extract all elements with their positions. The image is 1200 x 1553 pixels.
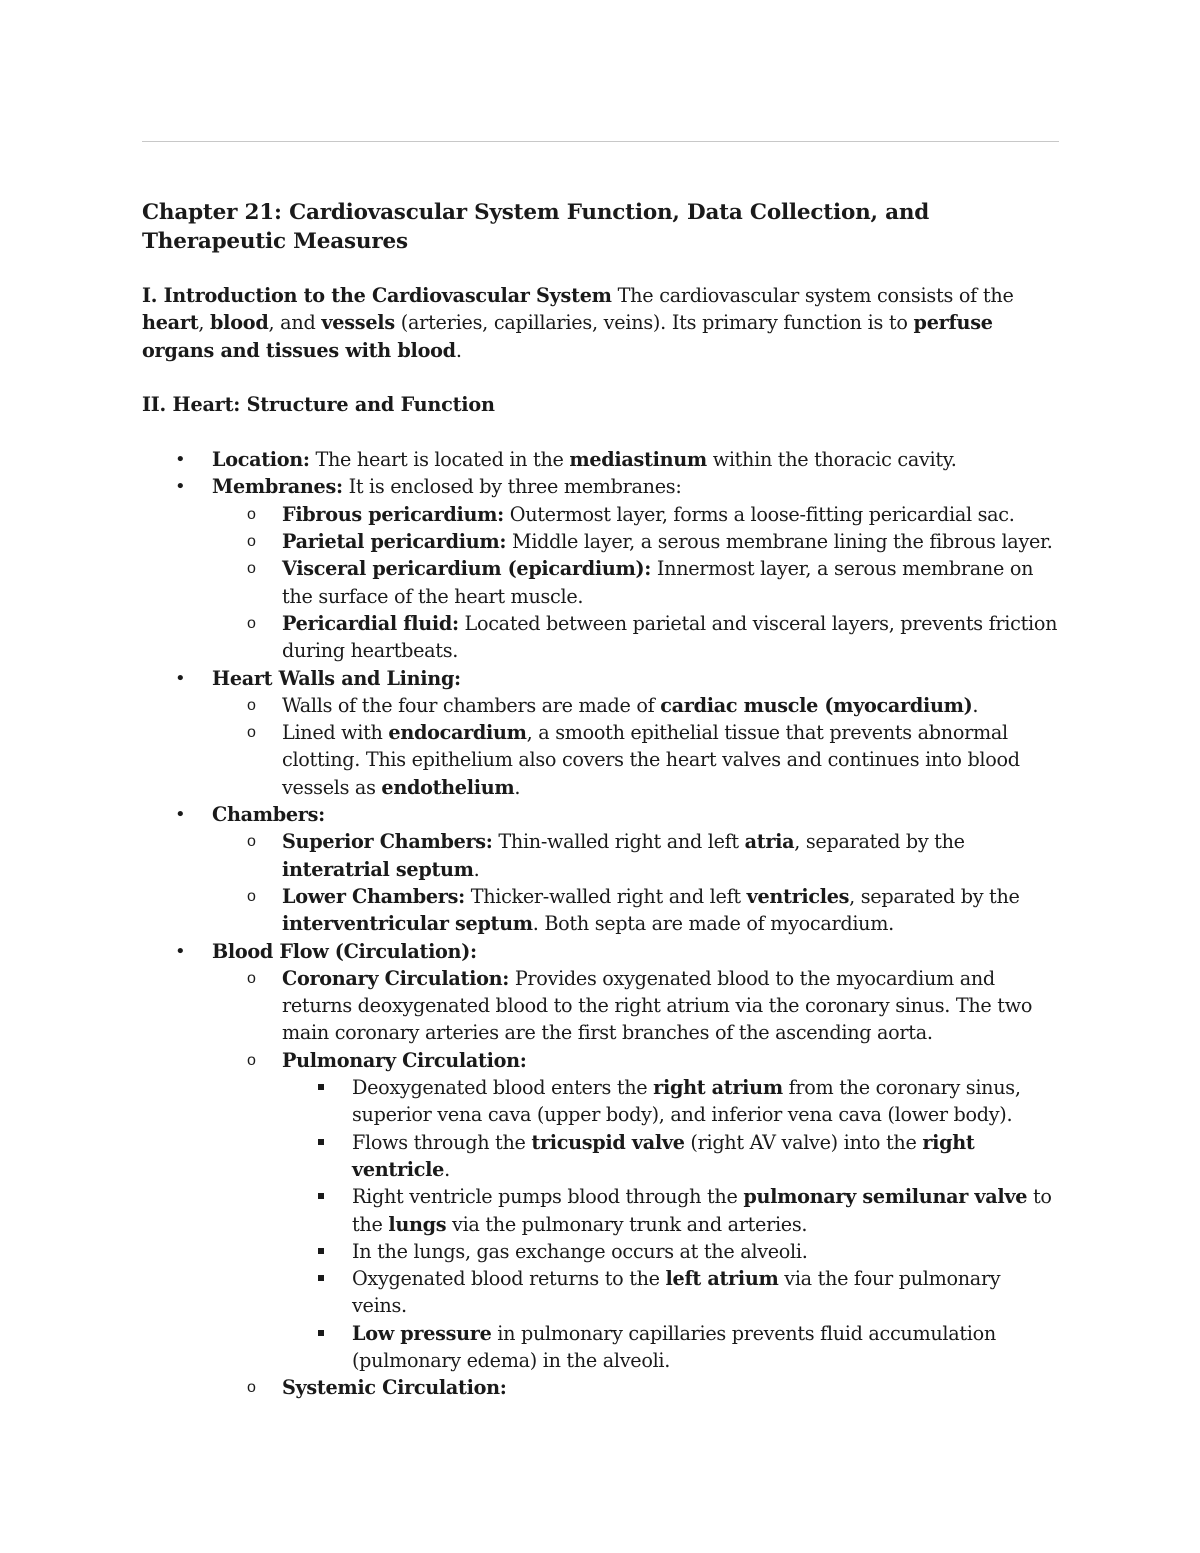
intro-bold-perfuse: perfuse organs and tissues with blood — [142, 311, 993, 362]
intro-text-1: The cardiovascular system consists of the — [611, 284, 1014, 307]
pericardial-fluid-label: Pericardial fluid: — [282, 611, 459, 635]
lining-text-3: . — [514, 775, 521, 799]
systemic-label: Systemic Circulation: — [282, 1376, 507, 1400]
lower-text-3: . Both septa are made of myocardium. — [532, 912, 894, 936]
walls-text-1: Walls of the four chambers are made of — [282, 693, 661, 717]
chambers-label: Chambers: — [212, 803, 325, 827]
lower-text-1: Thicker-walled right and left — [464, 884, 747, 908]
membranes-text: It is enclosed by three membranes: — [342, 475, 682, 499]
pulm-s6-bold: Low pressure — [352, 1321, 492, 1345]
list-item-walls-endocardium — [142, 719, 1059, 801]
sub-bullet-marker: o — [247, 833, 256, 851]
location-bold-mediastinum: mediastinum — [569, 448, 707, 472]
intro-paragraph — [142, 282, 1059, 364]
superior-text-3: . — [473, 857, 480, 881]
list-item-pulmonary-step-6 — [142, 1320, 1059, 1375]
list-item-walls-myocardium — [142, 692, 1059, 719]
superior-bold-septum: interatrial septum — [282, 857, 474, 881]
list-item-location — [142, 446, 1059, 473]
list-item-pulmonary-circulation — [142, 1047, 1059, 1375]
list-item-blood-flow — [142, 938, 1059, 1402]
square-bullet-icon — [318, 1084, 324, 1090]
visceral-text: Innermost layer, a serous membrane on the surface of the heart muscle. — [282, 557, 1034, 608]
pulmonary-label: Pulmonary Circulation: — [282, 1048, 527, 1072]
lower-text-2: , separated by the — [849, 884, 1020, 908]
list-item-visceral-pericardium — [142, 555, 1059, 610]
square-bullet-icon — [318, 1139, 324, 1145]
pulm-s3-bold-2: lungs — [388, 1212, 447, 1236]
fibrous-text: Outermost layer, forms a loose-fitting pericardial sac. — [503, 502, 1015, 526]
square-bullet-icon — [318, 1193, 324, 1199]
blood-flow-label: Blood Flow (Circulation): — [212, 939, 477, 963]
list-item-fibrous-pericardium — [142, 501, 1059, 528]
sub-bullet-marker: o — [247, 1379, 256, 1397]
pulm-s5-text-1: Oxygenated blood returns to the — [352, 1267, 666, 1291]
superior-text-1: Thin-walled right and left — [492, 830, 745, 854]
bullet-marker: • — [175, 476, 186, 498]
list-item-coronary-circulation — [142, 965, 1059, 1047]
intro-bold-heart: heart — [142, 311, 199, 335]
lining-text-1: Lined with — [282, 721, 389, 745]
list-item-systemic-circulation — [142, 1374, 1059, 1401]
intro-text-4: (arteries, capillaries, veins). Its primary function is to — [394, 311, 914, 335]
sub-bullet-marker: o — [247, 696, 256, 714]
sub-bullet-marker: o — [247, 969, 256, 987]
list-item-pulmonary-step-5 — [142, 1265, 1059, 1320]
location-label: Location: — [212, 448, 310, 472]
list-item-pulmonary-step-4 — [142, 1238, 1059, 1265]
walls-bold-myocardium: cardiac muscle (myocardium) — [660, 693, 973, 717]
superior-text-2: , separated by the — [794, 830, 965, 854]
list-item-pulmonary-step-3 — [142, 1183, 1059, 1238]
lower-bold-ventricles: ventricles — [746, 884, 850, 908]
pulm-s2-bold-2: right ventricle — [352, 1130, 975, 1181]
coronary-text: Provides oxygenated blood to the myocardium and returns deoxygenated blood to the right atrium via the coronary sinus. The two main coronary arteries are the first branches of the ascending aorta. — [282, 966, 1033, 1045]
walls-label: Heart Walls and Lining: — [212, 666, 461, 690]
blood-flow-sublist — [212, 965, 1059, 1402]
fibrous-label: Fibrous pericardium: — [282, 502, 504, 526]
intro-bold-vessels: vessels — [321, 311, 395, 335]
list-item-pulmonary-step-1 — [142, 1074, 1059, 1129]
square-bullet-icon — [318, 1275, 324, 1281]
lower-bold-septum: interventricular septum — [282, 912, 533, 936]
membranes-label: Membranes: — [212, 475, 343, 499]
pulm-s1-text-2: from the coronary sinus, superior vena cava (upper body), and inferior vena cava (lower body). — [352, 1076, 1021, 1127]
visceral-label: Visceral pericardium (epicardium): — [282, 557, 652, 581]
pulm-s3-text-3: via the pulmonary trunk and arteries. — [446, 1212, 808, 1236]
sub-bullet-marker: o — [247, 1051, 256, 1069]
lining-text-2: , a smooth epithelial tissue that prevents abnormal clotting. This epithelium also covers the heart valves and continues into blood vessels as — [282, 721, 1020, 799]
intro-bold-blood: blood — [210, 311, 269, 335]
pulm-s3-text-2: to the — [352, 1185, 1052, 1236]
bullet-marker: • — [175, 804, 186, 826]
intro-text-2: , — [198, 311, 211, 335]
sub-bullet-marker: o — [247, 614, 256, 632]
lining-bold-endothelium: endothelium — [381, 775, 515, 799]
square-bullet-icon — [318, 1330, 324, 1336]
list-item-chambers — [142, 801, 1059, 937]
sub-bullet-marker: o — [247, 533, 256, 551]
list-item-lower-chambers — [142, 883, 1059, 938]
lining-bold-endocardium: endocardium — [388, 721, 527, 745]
pulm-s2-text-1: Flows through the — [352, 1130, 532, 1154]
list-item-pericardial-fluid — [142, 610, 1059, 665]
coronary-label: Coronary Circulation: — [282, 966, 510, 990]
square-bullet-icon — [318, 1248, 324, 1254]
pulm-s1-bold: right atrium — [653, 1076, 783, 1100]
superior-bold-atria: atria — [744, 830, 795, 854]
sub-bullet-marker: o — [247, 505, 256, 523]
header-divider — [142, 141, 1059, 142]
list-item-superior-chambers — [142, 828, 1059, 883]
pulm-s1-text-1: Deoxygenated blood enters the — [352, 1076, 654, 1100]
walls-sublist — [212, 692, 1059, 801]
list-item-parietal-pericardium — [142, 528, 1059, 555]
pulm-s3-text-1: Right ventricle pumps blood through the — [352, 1185, 744, 1209]
location-text-1: The heart is located in the — [309, 448, 570, 472]
intro-text-3: , and — [268, 311, 322, 335]
list-item-heart-walls — [142, 665, 1059, 801]
pulmonary-sublist — [282, 1074, 1059, 1374]
pulm-s6-text: in pulmonary capillaries prevents fluid accumulation (pulmonary edema) in the alveoli. — [352, 1321, 996, 1372]
chambers-sublist — [212, 828, 1059, 937]
pericardial-fluid-text: Located between parietal and visceral layers, prevents friction during heartbeats. — [282, 611, 1058, 663]
intro-heading: I. Introduction to the Cardiovascular System — [142, 284, 612, 307]
page-title: Chapter 21: Cardiovascular System Function, Data Collection, and Therapeutic Measures — [142, 200, 930, 254]
parietal-text: Middle layer, a serous membrane lining the fibrous layer. — [506, 530, 1053, 554]
pulm-s3-bold-1: pulmonary semilunar valve — [743, 1185, 1028, 1209]
pulm-s4-text: In the lungs, gas exchange occurs at the alveoli. — [352, 1239, 808, 1263]
sub-bullet-marker: o — [247, 560, 256, 578]
parietal-label: Parietal pericardium: — [282, 530, 507, 554]
lower-label: Lower Chambers: — [282, 884, 465, 908]
pulm-s5-bold: left atrium — [665, 1267, 779, 1291]
bullet-marker: • — [175, 667, 186, 689]
pulm-s2-bold-1: tricuspid valve — [531, 1130, 685, 1154]
sub-bullet-marker: o — [247, 887, 256, 905]
sub-bullet-marker: o — [247, 724, 256, 742]
bullet-marker: • — [175, 449, 186, 471]
pulm-s2-text-3: . — [444, 1157, 450, 1181]
pulm-s2-text-2: (right AV valve) into the — [684, 1130, 923, 1154]
document-body — [142, 198, 1059, 1402]
intro-text-5: . — [455, 338, 462, 362]
location-text-2: within the thoracic cavity. — [706, 448, 957, 472]
pulm-s5-text-2: via the four pulmonary veins. — [352, 1267, 1001, 1318]
list-item-pulmonary-step-2 — [142, 1129, 1059, 1184]
superior-label: Superior Chambers: — [282, 830, 493, 854]
membranes-sublist — [212, 501, 1059, 665]
heart-topics-list — [142, 446, 1059, 1401]
list-item-membranes — [142, 473, 1059, 664]
walls-text-2: . — [972, 693, 979, 717]
bullet-marker: • — [175, 940, 186, 962]
section-heading-heart: II. Heart: Structure and Function — [142, 392, 495, 416]
